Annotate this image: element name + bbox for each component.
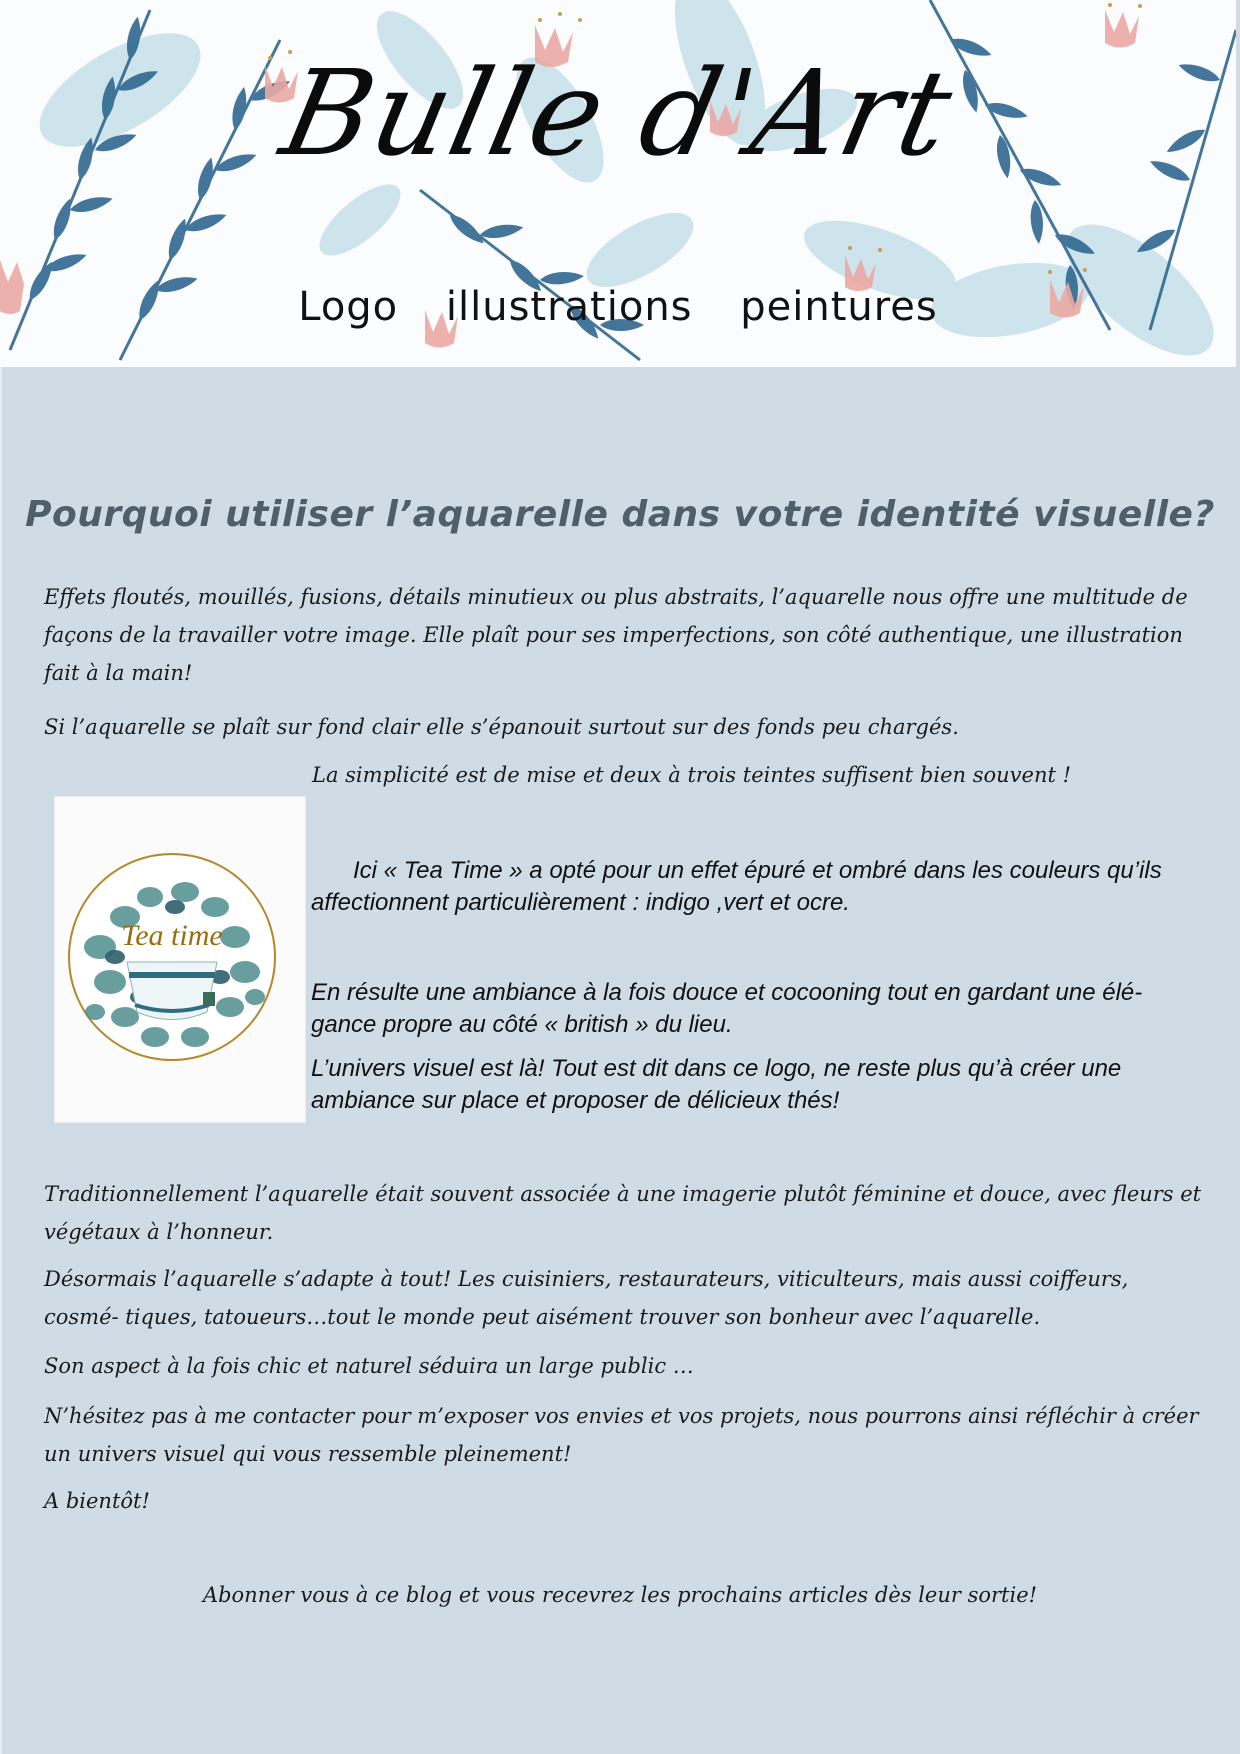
closing-paragraph: Son aspect à la fois chic et naturel séduira un large public … (44, 1354, 694, 1378)
header-banner (0, 0, 1236, 367)
example-paragraph: En résulte une ambiance à la fois douce et cocooning tout en gardant une élé- gance propre au côté « british » du lieu. (311, 979, 1143, 1038)
article-heading: Pourquoi utiliser l’aquarelle dans votre identité visuelle? (25, 494, 1215, 536)
tea-time-logo-text: Tea time (121, 919, 223, 952)
tea-time-logo-image (55, 797, 305, 1122)
nav-item-illustrations[interactable]: illustrations (445, 284, 693, 330)
nav-item-logo[interactable]: Logo (298, 284, 399, 330)
tea-time-illustration (55, 797, 305, 1122)
site-logo-title: Bulle d'Art (271, 44, 965, 182)
closing-paragraph: Désormais l’aquarelle s’adapte à tout! Les cuisiniers, restaurateurs, viticulteurs, mais aussi coiffeurs, cosmé- tiques, tatoueurs…tout le monde peut aisément trouver son bonheur avec l’aquarelle. (44, 1267, 1129, 1329)
simplicity-line: La simplicité est de mise et deux à trois teintes suffisent bien souvent ! (312, 763, 1072, 787)
example-paragraph: L’univers visuel est là! Tout est dit dans ce logo, ne reste plus qu’à créer une ambiance sur place et proposer de délicieux thés! (311, 1055, 1122, 1114)
intro-paragraph: Si l’aquarelle se plaît sur fond clair elle s’épanouit surtout sur des fonds peu chargés. (44, 715, 959, 739)
subscribe-call-to-action[interactable]: Abonner vous à ce blog et vous recevrez les prochains articles dès leur sortie! (202, 1583, 1038, 1607)
main-nav (0, 284, 1236, 330)
closing-paragraph: Traditionnellement l’aquarelle était souvent associée à une imagerie plutôt féminine et douce, avec fleurs et végétaux à l’honneur. (44, 1182, 1202, 1244)
intro-paragraph: Effets floutés, mouillés, fusions, détails minutieux ou plus abstraits, l’aquarelle nous offre une multitude de façons de la travailler votre image. Elle plaît pour ses imperfections, son côté authentique, une illustration fait à la main! (44, 585, 1188, 685)
example-paragraph: Ici « Tea Time » a opté pour un effet épuré et ombré dans les couleurs qu’ils affectionnent particulièrement : indigo ,vert et ocre. (311, 857, 1162, 916)
closing-paragraph: N’hésitez pas à me contacter pour m’exposer vos envies et vos projets, nous pourrons ainsi réfléchir à créer un univers visuel qui vous ressemble pleinement! (44, 1404, 1199, 1466)
sign-off: A bientôt! (44, 1489, 150, 1513)
nav-item-peintures[interactable]: peintures (740, 284, 938, 330)
